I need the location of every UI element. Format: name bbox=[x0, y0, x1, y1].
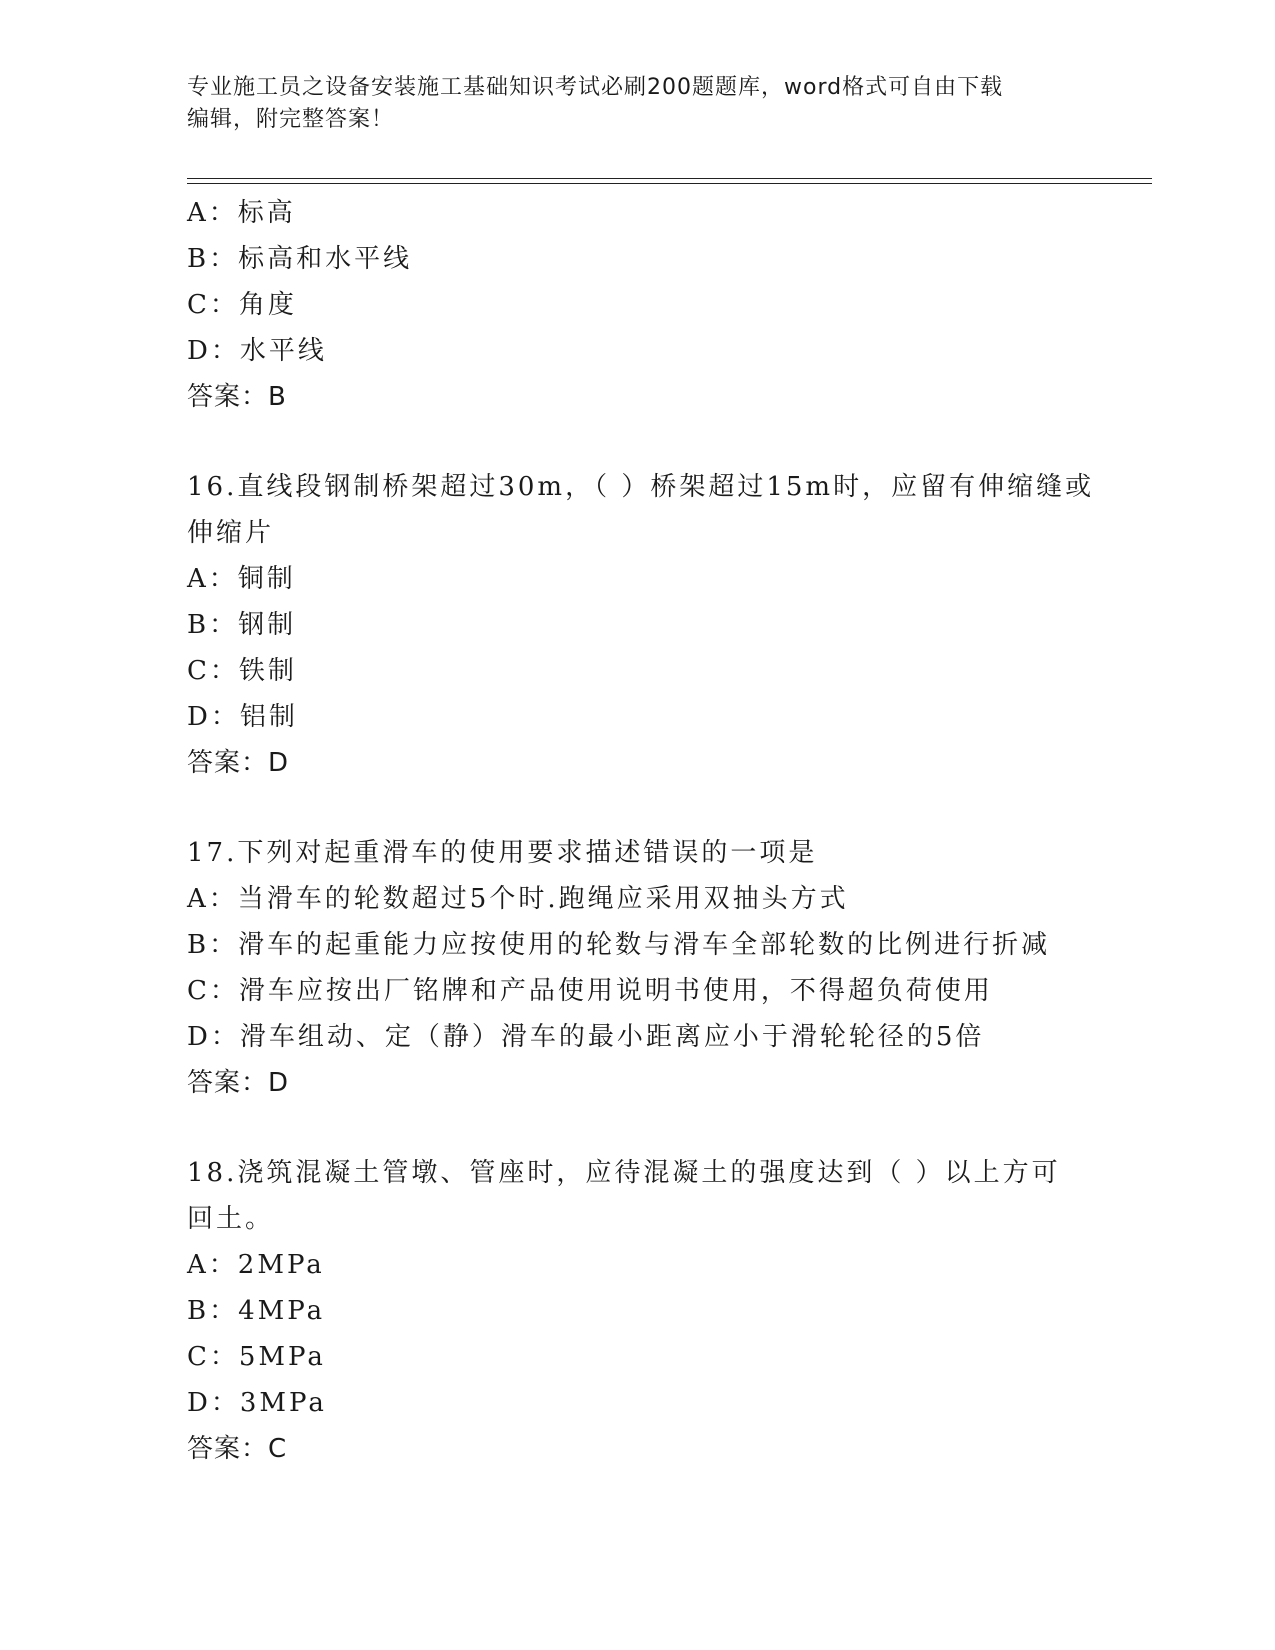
header-divider-bottom bbox=[187, 183, 1152, 184]
question-list bbox=[187, 190, 1095, 1472]
option-b: B：钢制 bbox=[187, 610, 297, 640]
option-b: B：标高和水平线 bbox=[187, 244, 413, 274]
answer: 答案：D bbox=[187, 1068, 290, 1098]
question-text-line-2: 伸缩片 bbox=[187, 518, 275, 548]
header-line-1: 专业施工员之设备安装施工基础知识考试必刷200题题库，word格式可自由下载 bbox=[187, 75, 1004, 100]
question-16 bbox=[187, 464, 1095, 786]
option-d: D：3MPa bbox=[187, 1388, 327, 1418]
question-text-line-1: 16.直线段钢制桥架超过30m，（ ）桥架超过15m时，应留有伸缩缝或 bbox=[187, 472, 1095, 502]
option-c: C：角度 bbox=[187, 290, 297, 320]
question-17 bbox=[187, 830, 1087, 1106]
option-b: B：滑车的起重能力应按使用的轮数与滑车全部轮数的比例进行折减 bbox=[187, 930, 1051, 960]
option-d: D：滑车组动、定（静）滑车的最小距离应小于滑轮轮径的5倍 bbox=[187, 1022, 985, 1052]
question-15 bbox=[187, 190, 1087, 420]
document-header bbox=[187, 72, 1087, 136]
option-a: A：标高 bbox=[187, 198, 296, 228]
option-a: A：铜制 bbox=[187, 564, 296, 594]
question-text-line-2: 回土。 bbox=[187, 1204, 275, 1234]
question-18 bbox=[187, 1150, 1087, 1472]
answer: 答案：D bbox=[187, 748, 290, 778]
option-c: C：滑车应按出厂铭牌和产品使用说明书使用，不得超负荷使用 bbox=[187, 976, 993, 1006]
option-c: C：铁制 bbox=[187, 656, 297, 686]
question-text-line-1: 18.浇筑混凝土管墩、管座时，应待混凝土的强度达到（ ）以上方可 bbox=[187, 1158, 1061, 1188]
option-d: D：铝制 bbox=[187, 702, 298, 732]
option-c: C：5MPa bbox=[187, 1342, 326, 1372]
question-text-line-1: 17.下列对起重滑车的使用要求描述错误的一项是 bbox=[187, 838, 818, 868]
option-d: D：水平线 bbox=[187, 336, 327, 366]
option-a: A：2MPa bbox=[187, 1250, 325, 1280]
header-line-2: 编辑，附完整答案！ bbox=[187, 107, 395, 132]
option-a: A：当滑车的轮数超过5个时.跑绳应采用双抽头方式 bbox=[187, 884, 849, 914]
answer: 答案：B bbox=[187, 382, 287, 412]
answer: 答案：C bbox=[187, 1434, 288, 1464]
option-b: B：4MPa bbox=[187, 1296, 326, 1326]
header-divider-top bbox=[187, 178, 1152, 179]
